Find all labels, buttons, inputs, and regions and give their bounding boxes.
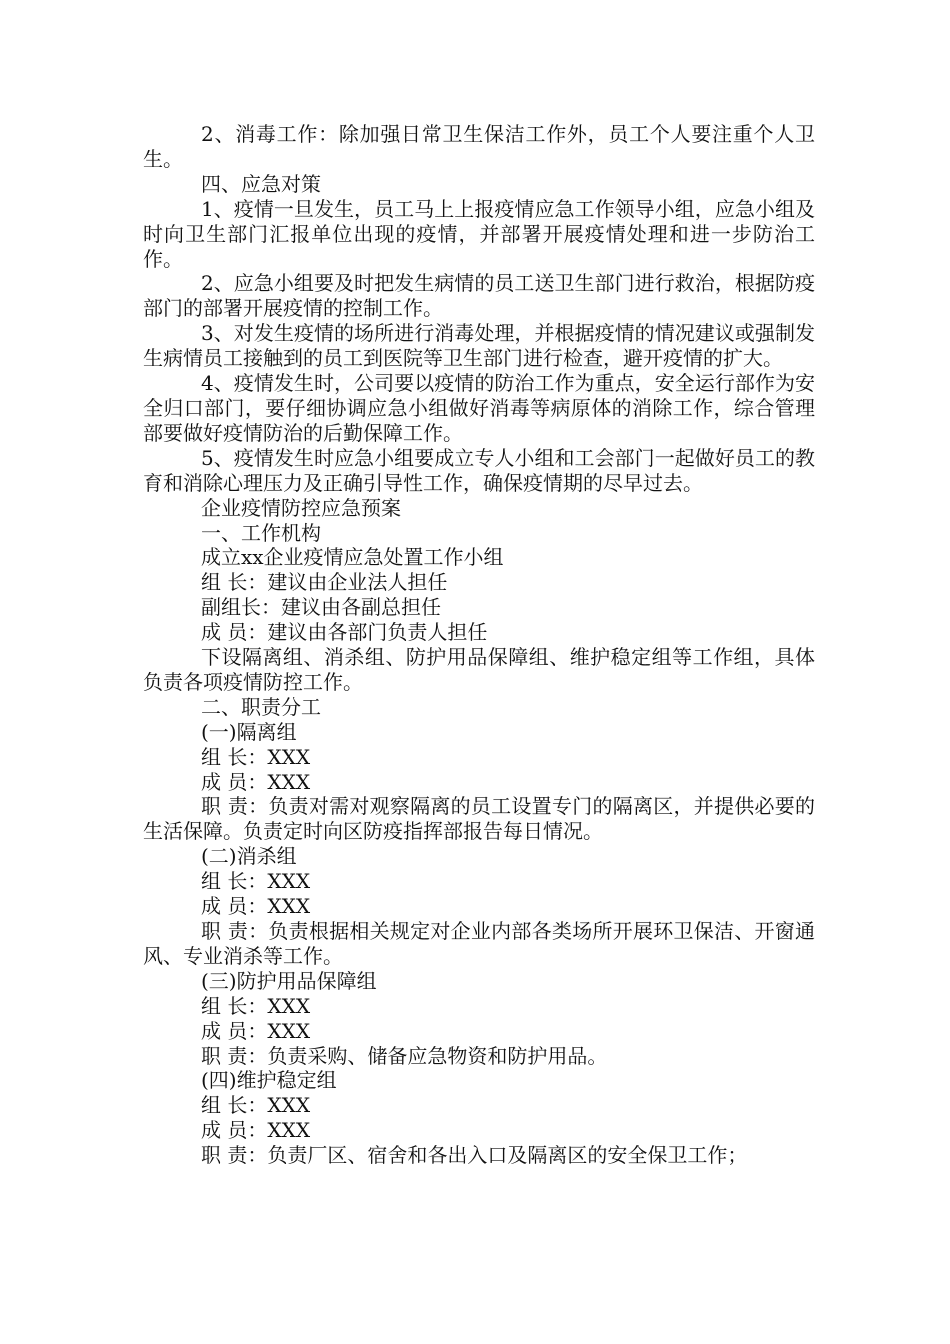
supplies-members: 成 员：XXX xyxy=(201,1018,311,1043)
heading-isolation-group: (一)隔离组 xyxy=(201,719,297,744)
heading-work-organization: 一、工作机构 xyxy=(201,520,321,545)
paragraph-measure-4: 4、疫情发生时，公司要以疫情的防治工作为重点，安全运行部作为安全归口部门，要仔细协调应急小组做好消毒等病原体的消除工作，综合管理部要做好疫情防治的后勤保障工作。 xyxy=(143,371,815,445)
stability-leader: 组 长：XXX xyxy=(201,1093,311,1118)
disinfection-members: 成 员：XXX xyxy=(201,894,311,919)
paragraph-measure-3: 3、对发生疫情的场所进行消毒处理，并根据疫情的情况建议或强制发生病情员工接触到的员工到医院等卫生部门进行检查，避开疫情的扩大。 xyxy=(143,321,815,371)
isolation-members: 成 员：XXX xyxy=(201,769,311,794)
isolation-duties: 职 责：负责对需对观察隔离的员工设置专门的隔离区，并提供必要的生活保障。负责定时向区防疫指挥部报告每日情况。 xyxy=(143,794,815,844)
heading-protective-supplies-group: (三)防护用品保障组 xyxy=(201,968,377,993)
paragraph-group-members: 成 员：建议由各部门负责人担任 xyxy=(201,620,488,645)
heading-responsibilities: 二、职责分工 xyxy=(201,694,321,719)
paragraph-disinfection: 2、消毒工作：除加强日常卫生保洁工作外，员工个人要注重个人卫生。 xyxy=(143,122,815,171)
paragraph-measure-1: 1、疫情一旦发生，员工马上上报疫情应急工作领导小组，应急小组及时向卫生部门汇报单位出现的疫情，并部署开展疫情处理和进一步防治工作。 xyxy=(143,196,815,271)
stability-duties: 职 责：负责厂区、宿舍和各出入口及隔离区的安全保卫工作； xyxy=(201,1143,748,1168)
paragraph-measure-5: 5、疫情发生时应急小组要成立专人小组和工会部门一起做好员工的教育和消除心理压力及正确引导性工作，确保疫情期的尽早过去。 xyxy=(143,445,815,495)
paragraph-subgroups: 下设隔离组、消杀组、防护用品保障组、维护稳定组等工作组，具体负责各项疫情防控工作。 xyxy=(143,645,815,694)
supplies-duties: 职 责：负责采购、储备应急物资和防护用品。 xyxy=(201,1043,608,1068)
paragraph-deputy-leader: 副组长：建议由各副总担任 xyxy=(201,595,441,620)
supplies-leader: 组 长：XXX xyxy=(201,993,311,1018)
stability-members: 成 员：XXX xyxy=(201,1118,311,1143)
heading-stability-group: (四)维护稳定组 xyxy=(201,1068,337,1093)
document-body xyxy=(143,122,815,1168)
document-title: 企业疫情防控应急预案 xyxy=(201,495,401,520)
heading-emergency-measures: 四、应急对策 xyxy=(201,171,321,196)
isolation-leader: 组 长：XXX xyxy=(201,744,311,769)
paragraph-group-leader: 组 长：建议由企业法人担任 xyxy=(201,570,448,595)
paragraph-measure-2: 2、应急小组要及时把发生病情的员工送卫生部门进行救治，根据防疫部门的部署开展疫情的控制工作。 xyxy=(143,271,815,321)
disinfection-duties: 职 责：负责根据相关规定对企业内部各类场所开展环卫保洁、开窗通风、专业消杀等工作。 xyxy=(143,919,815,968)
disinfection-leader: 组 长：XXX xyxy=(201,869,311,894)
heading-disinfection-group: (二)消杀组 xyxy=(201,844,297,869)
paragraph-establish-group: 成立xx企业疫情应急处置工作小组 xyxy=(201,545,504,570)
